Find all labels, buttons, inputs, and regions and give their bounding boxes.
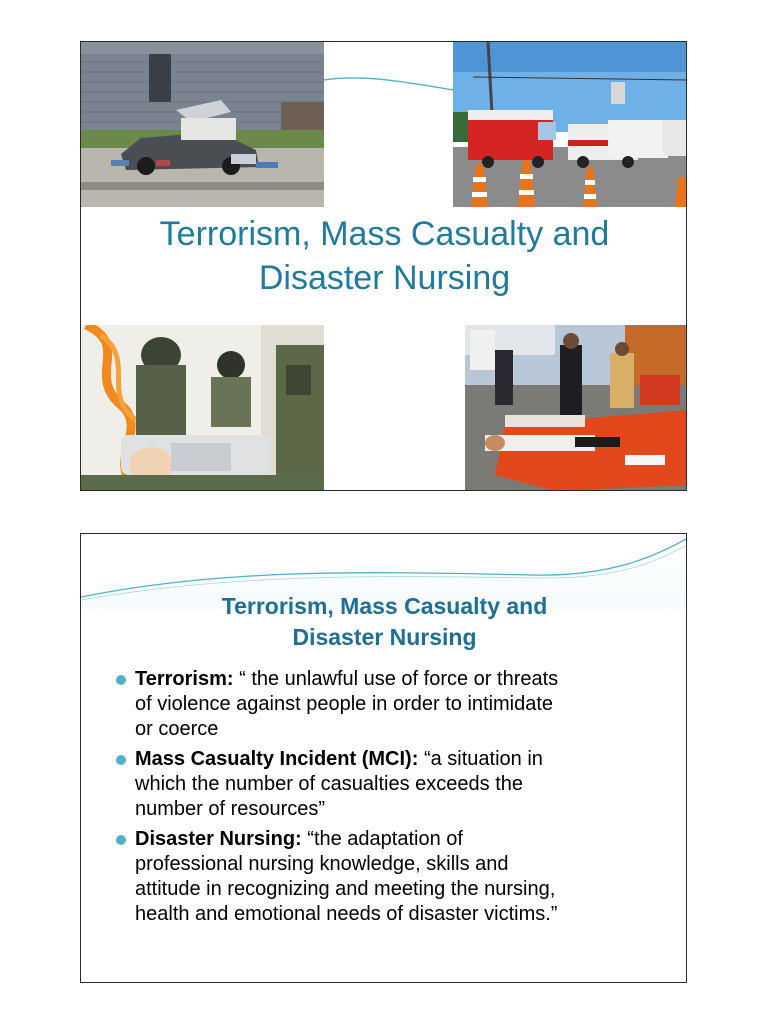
- definition-text-line: “a situation in: [423, 748, 543, 770]
- definition-terrorism: [111, 667, 671, 742]
- slide-heading: [121, 591, 648, 653]
- heading-line-2: Disaster Nursing: [292, 624, 477, 650]
- bullet-dot-icon: [116, 675, 126, 685]
- slide-title: [80, 41, 687, 491]
- definition-text-line: attitude in recognizing and meeting the nursing,: [135, 878, 556, 900]
- triage-scene-photo: [465, 325, 687, 491]
- slide-title-heading: [121, 212, 648, 300]
- definition-text-line: which the number of casualties exceeds the: [135, 773, 523, 795]
- heading-line-1: Terrorism, Mass Casualty and: [221, 593, 548, 619]
- definition-text-line: or coerce: [135, 718, 219, 740]
- bullet-dot-icon: [116, 835, 126, 845]
- definition-text-line: of violence against people in order to intimidate: [135, 693, 554, 715]
- definition-mci: [111, 747, 671, 822]
- definition-text-line: “the adaptation of: [307, 828, 463, 850]
- definition-text-line: professional nursing knowledge, skills and: [135, 853, 509, 875]
- definition-disaster-nursing: [111, 827, 671, 927]
- term: Mass Casualty Incident (MCI):: [135, 748, 419, 770]
- title-line-1: Terrorism, Mass Casualty and: [159, 215, 610, 253]
- term: Terrorism:: [135, 668, 234, 690]
- term: Disaster Nursing:: [135, 828, 302, 850]
- hazmat-decontamination-photo: [81, 325, 324, 491]
- fire-truck-photo: [453, 42, 687, 207]
- definition-text-line: “ the unlawful use of force or threats: [239, 668, 559, 690]
- definition-text-line: number of resources”: [135, 798, 326, 820]
- definition-text-line: health and emotional needs of disaster victims.”: [135, 903, 558, 925]
- definitions-list: [111, 667, 671, 932]
- title-line-2: Disaster Nursing: [258, 259, 511, 297]
- crash-scene-photo: [81, 42, 324, 207]
- decorative-swoosh: [324, 70, 454, 100]
- slide-definitions: [80, 533, 687, 983]
- bullet-dot-icon: [116, 755, 126, 765]
